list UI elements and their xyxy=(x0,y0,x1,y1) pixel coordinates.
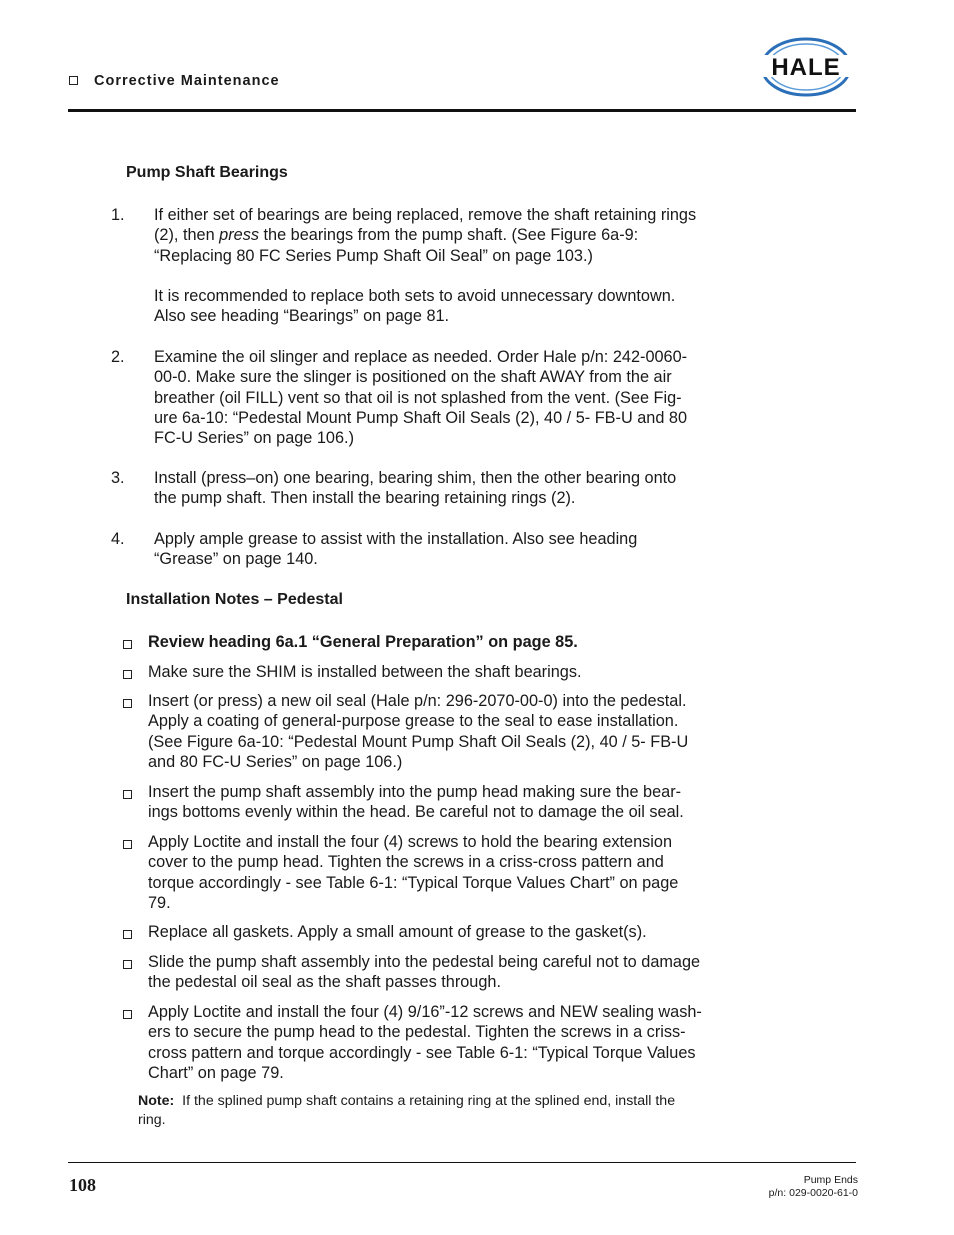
note-label: Note: xyxy=(138,1093,175,1109)
step-number: 2. xyxy=(111,348,125,366)
checklist-item xyxy=(148,662,733,682)
checklist-line: the pedestal oil seal as the shaft passes through. xyxy=(148,973,501,992)
step-number: 4. xyxy=(111,530,125,548)
svg-text:HALE: HALE xyxy=(771,54,841,81)
checklist-line: ers to secure the pump head to the pedestal. Tighten the screws in a criss- xyxy=(148,1023,686,1042)
checkbox-bullet-icon xyxy=(123,640,132,649)
checklist-line: cross pattern and torque accordingly - see Table 6-1: “Typical Torque Values xyxy=(148,1043,696,1062)
step-text xyxy=(154,468,729,509)
page-number: 108 xyxy=(69,1175,96,1195)
hale-logo xyxy=(756,34,856,100)
checklist-line: and 80 FC-U Series” on page 106.) xyxy=(148,752,403,771)
emphasis: press xyxy=(219,226,259,245)
checkbox-bullet-icon xyxy=(123,790,132,799)
section-title: Corrective Maintenance xyxy=(94,73,280,89)
step-line: If either set of bearings are being replaced, remove the shaft retaining rings xyxy=(154,206,697,224)
checklist-item xyxy=(148,922,733,942)
checklist-item xyxy=(148,1002,733,1083)
checkbox-bullet-icon xyxy=(123,670,132,679)
checklist-line: torque accordingly - see Table 6-1: “Typical Torque Values Chart” on page xyxy=(148,873,679,892)
checklist-line: Replace all gaskets. Apply a small amount of grease to the gasket(s). xyxy=(148,923,647,941)
note xyxy=(138,1092,738,1129)
step-line: (2), then press the bearings from the pump shaft. (See Figure 6a-9: xyxy=(154,226,639,245)
checklist-line: Slide the pump shaft assembly into the pedestal being careful not to damage xyxy=(148,953,701,971)
step-line: Examine the oil slinger and replace as needed. Order Hale p/n: 242-0060- xyxy=(154,348,688,366)
note-line: If the splined pump shaft contains a retaining ring at the splined end, install the xyxy=(182,1093,676,1109)
step-note xyxy=(154,286,729,327)
doc-title: Pump Ends xyxy=(803,1174,858,1186)
step-note-line: It is recommended to replace both sets to avoid unnecessary downtown. xyxy=(154,287,676,305)
checklist-item xyxy=(148,632,733,652)
header-rule xyxy=(68,109,856,112)
step-line: ure 6a-10: “Pedestal Mount Pump Shaft Oil Seals (2), 40 / 5- FB-U and 80 xyxy=(154,408,688,427)
checklist-line: cover to the pump head. Tighten the screws in a criss-cross pattern and xyxy=(148,853,664,872)
checkbox-bullet-icon xyxy=(123,930,132,939)
checklist-item xyxy=(148,691,733,772)
checkbox-bullet-icon xyxy=(123,840,132,849)
checklist-line: Apply Loctite and install the four (4) 9/16”-12 screws and NEW sealing wash- xyxy=(148,1003,702,1021)
checkbox-bullet-icon xyxy=(123,699,132,708)
step-number: 3. xyxy=(111,469,125,487)
section-bullet-icon xyxy=(69,76,78,85)
checklist-line: Review heading 6a.1 “General Preparation” on page 85. xyxy=(148,633,578,651)
step-line: 00-0. Make sure the slinger is positioned on the shaft AWAY from the air xyxy=(154,368,672,387)
step-text xyxy=(154,205,729,266)
checklist-line: Insert (or press) a new oil seal (Hale p/n: 296-2070-00-0) into the pedestal. xyxy=(148,692,687,710)
step-line: the pump shaft. Then install the bearing retaining rings (2). xyxy=(154,489,576,508)
checklist-line: Apply a coating of general-purpose grease to the seal to ease installation. xyxy=(148,712,679,731)
footer-rule xyxy=(68,1162,856,1163)
step-text xyxy=(154,347,729,448)
checklist-line: ings bottoms evenly within the head. Be careful not to damage the oil seal. xyxy=(148,803,684,822)
part-number: p/n: 029-0020-61-0 xyxy=(768,1187,858,1199)
step-line: breather (oil FILL) vent so that oil is not splashed from the vent. (See Fig- xyxy=(154,388,682,407)
step-line: FC-U Series” on page 106.) xyxy=(154,429,354,448)
heading-pump-shaft-bearings: Pump Shaft Bearings xyxy=(126,164,288,181)
checkbox-bullet-icon xyxy=(123,960,132,969)
step-line: “Replacing 80 FC Series Pump Shaft Oil Seal” on page 103.) xyxy=(154,246,593,265)
checklist-line: Apply Loctite and install the four (4) screws to hold the bearing extension xyxy=(148,833,673,851)
checkbox-bullet-icon xyxy=(123,1010,132,1019)
step-note-line: Also see heading “Bearings” on page 81. xyxy=(154,307,450,326)
checklist-item xyxy=(148,832,733,913)
checklist-item xyxy=(148,782,733,823)
checklist-line: 79. xyxy=(148,893,171,912)
checklist-item xyxy=(148,952,733,993)
heading-installation-notes: Installation Notes – Pedestal xyxy=(126,591,343,608)
checklist-line: (See Figure 6a-10: “Pedestal Mount Pump Shaft Oil Seals (2), 40 / 5- FB-U xyxy=(148,732,689,751)
checklist-line: Make sure the SHIM is installed between the shaft bearings. xyxy=(148,663,582,681)
step-number: 1. xyxy=(111,206,125,224)
checklist-line: Insert the pump shaft assembly into the pump head making sure the bear- xyxy=(148,783,682,801)
footer-info xyxy=(769,1174,858,1200)
checklist-line: Chart” on page 79. xyxy=(148,1063,284,1082)
step-text xyxy=(154,529,729,570)
note-line: ring. xyxy=(138,1111,166,1128)
step-line: “Grease” on page 140. xyxy=(154,550,318,569)
step-line: Apply ample grease to assist with the installation. Also see heading xyxy=(154,530,638,548)
step-line: Install (press–on) one bearing, bearing shim, then the other bearing onto xyxy=(154,469,677,487)
